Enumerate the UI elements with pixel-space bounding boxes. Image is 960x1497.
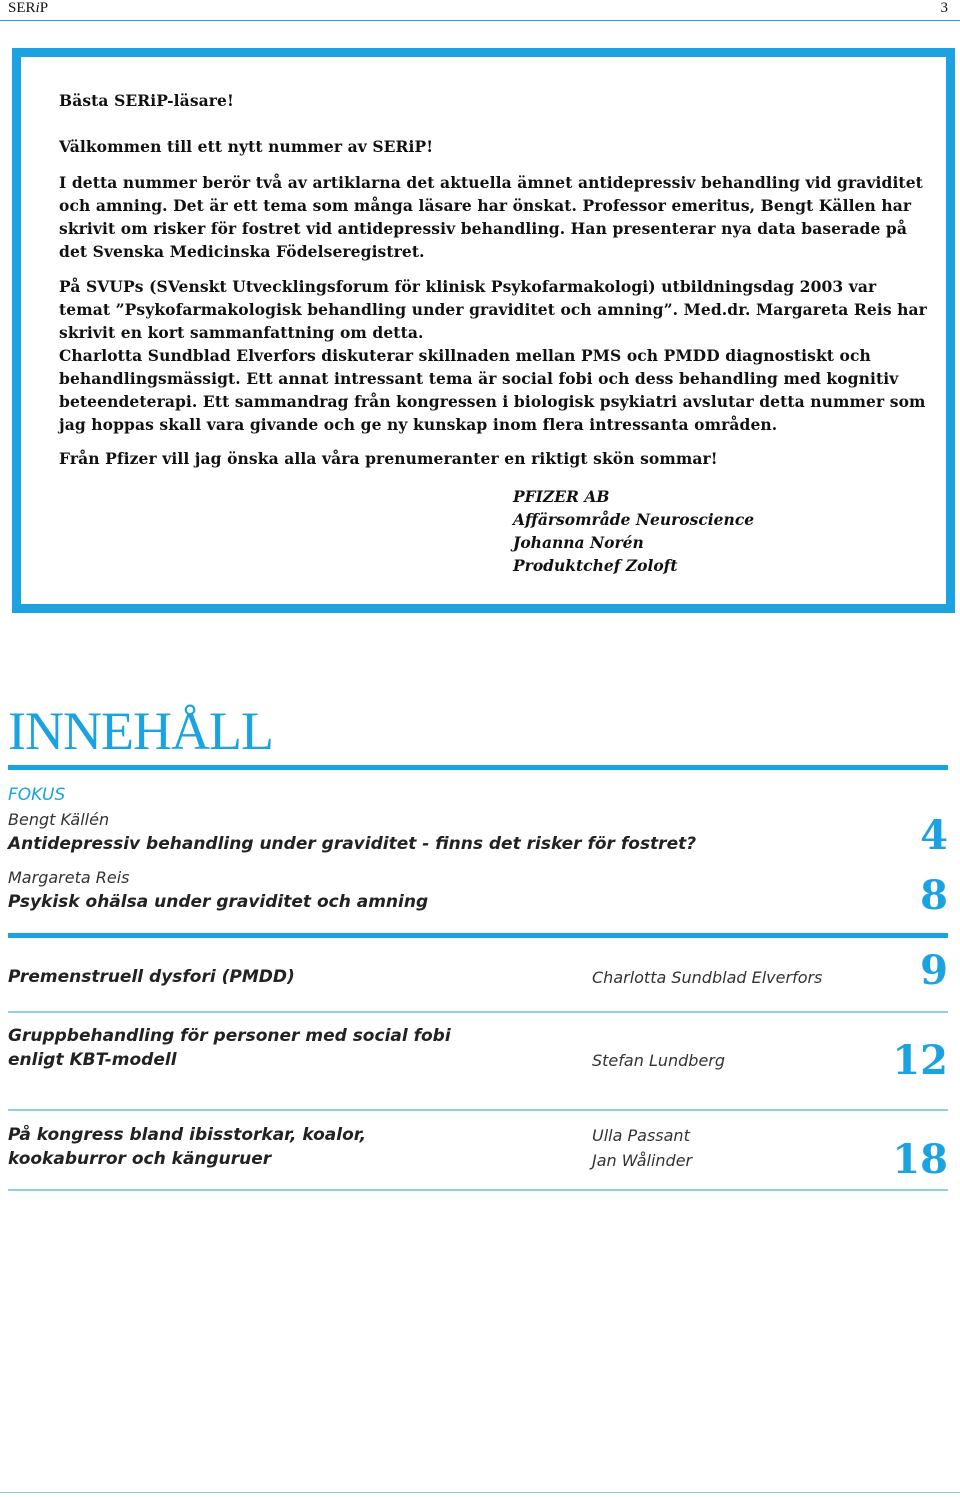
paragraph-line: Charlotta Sundblad Elverfors diskuterar skillnaden mellan PMS och PMDD diagnostiskt och [59,346,871,365]
footer-rule [0,1492,960,1493]
page-header [0,0,960,22]
contents-section-rule [8,933,948,938]
toc-article-title[interactable]: Antidepressiv behandling under graviditet - finns det risker för fostret? [8,834,697,854]
signature-line: Affärsområde Neuroscience [513,510,755,529]
brand-suffix: P [39,0,49,16]
letter-welcome: Välkommen till ett nytt nummer av SERiP! [59,137,434,156]
header-rule [0,20,960,21]
page-number: 3 [940,0,948,16]
contents-top-rule [8,765,948,770]
letter-greeting: Bästa SERiP-läsare! [59,91,234,110]
letter-paragraph-1 [59,171,923,263]
brand-italic: i [35,0,40,16]
toc-article-title-cont[interactable]: kookaburror och känguruer [8,1149,272,1169]
paragraph-line: temat ”Psykofarmakologisk behandling under graviditet och amning”. Med.dr. Margareta Reis har [59,300,927,319]
letter-paragraph-2 [59,275,927,436]
paragraph-line: och amning. Det är ett tema som många läsare har önskat. Professor emeritus, Bengt Källen har [59,196,912,215]
contents-title: INNEHÅLL [8,701,273,761]
signature-line: PFIZER AB [513,487,610,506]
paragraph-line: skrivit om risker för fostret vid antidepressiv behandling. Han presenterar nya data baserade på [59,219,908,238]
toc-article-title-cont[interactable]: enligt KBT-modell [8,1050,177,1070]
paragraph-line: På SVUPs (SVenskt Utvecklingsforum för klinisk Psykofarmakologi) utbildningsdag 2003 var [59,277,877,296]
toc-page-number: 18 [892,1136,948,1183]
toc-author: Margareta Reis [8,868,130,887]
signature-line: Produktchef Zoloft [513,556,678,575]
paragraph-line: det Svenska Medicinska Födelseregistret. [59,242,425,261]
toc-page-number: 4 [920,812,948,859]
letter-closing: Från Pfizer vill jag önska alla våra prenumeranter en riktigt skön sommar! [59,449,718,468]
paragraph-line: I detta nummer berör två av artiklarna det aktuella ämnet antidepressiv behandling vid graviditet [59,173,923,192]
toc-article-title[interactable]: Premenstruell dysfori (PMDD) [8,967,295,987]
toc-divider [8,1109,948,1111]
section-label-fokus: FOKUS [8,785,66,805]
toc-page-number: 9 [920,947,948,994]
toc-divider [8,1011,948,1013]
toc-article-title[interactable]: Psykisk ohälsa under graviditet och amning [8,892,429,912]
publication-name [8,0,48,17]
toc-divider [8,1189,948,1191]
signature-line: Johanna Norén [513,533,644,552]
toc-page-number: 8 [920,872,948,919]
toc-page-number: 12 [892,1037,948,1084]
toc-article-title[interactable]: Gruppbehandling för personer med social fobi [8,1026,451,1046]
toc-author: Ulla Passant [592,1126,690,1145]
editor-letter-box [12,48,955,613]
letter-signature [513,485,754,577]
paragraph-line: jag hoppas skall vara givande och ge ny kunskap inom flera intressanta områden. [59,415,778,434]
toc-author: Charlotta Sundblad Elverfors [592,968,823,987]
toc-author: Bengt Källén [8,810,110,829]
toc-author: Stefan Lundberg [592,1051,726,1070]
paragraph-line: beteendeterapi. Ett sammandrag från kongressen i biologisk psykiatri avslutar detta nummer som [59,392,926,411]
paragraph-line: skrivit en kort sammanfattning om detta. [59,323,424,342]
toc-article-title[interactable]: På kongress bland ibisstorkar, koalor, [8,1125,367,1145]
paragraph-line: behandlingsmässigt. Ett annat intressant tema är social fobi och dess behandling med kognitiv [59,369,899,388]
brand-prefix: SER [8,0,36,16]
toc-author: Jan Wålinder [592,1151,693,1170]
